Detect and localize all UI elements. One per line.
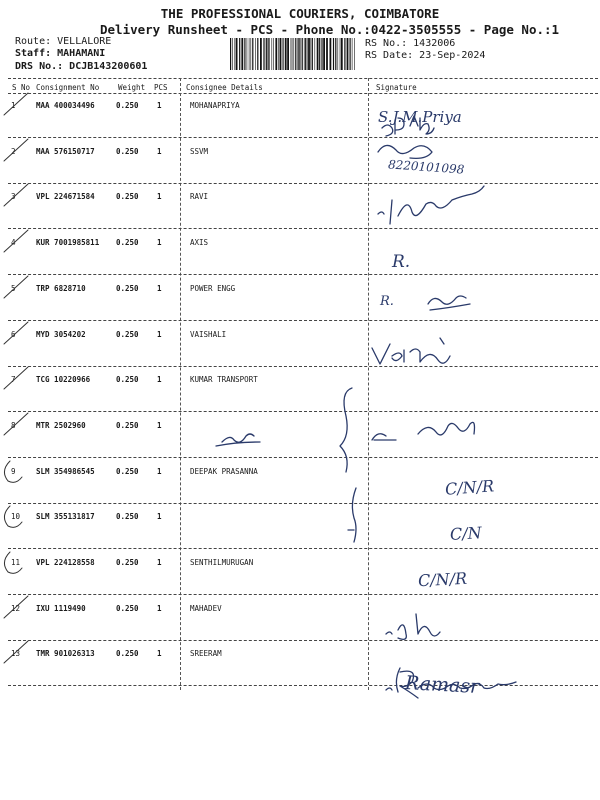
row-separator: [8, 411, 598, 412]
checkmark-icon: [0, 592, 40, 622]
signature-row-5: R.: [380, 294, 394, 309]
row-pieces: 1: [157, 467, 162, 476]
signature-row-2-phone: 8220101098: [387, 157, 465, 177]
row-pieces: 1: [157, 147, 162, 156]
checkmark-icon: [0, 180, 40, 210]
row-weight: 0.250: [116, 101, 139, 110]
signature-row-13: Ramasr: [404, 672, 480, 698]
checkmark-icon: [0, 318, 40, 348]
row-consignment-number: VPL 224671584: [36, 192, 95, 201]
checkmark-icon: [0, 89, 40, 119]
row-serial-number: 9: [11, 467, 16, 476]
checkmark-icon: [0, 409, 40, 439]
row-pieces: 1: [157, 604, 162, 613]
row-separator: [8, 274, 598, 275]
row-pieces: 1: [157, 238, 162, 247]
signature-row-11: C/N/R: [417, 568, 468, 591]
document-title: THE PROFESSIONAL COURIERS, COIMBATORE: [160, 6, 440, 21]
row-consignment-number: IXU 1119490: [36, 604, 86, 613]
row-separator: [8, 685, 598, 686]
col-header-weight: Weight: [118, 83, 146, 92]
row-serial-number: 13: [11, 649, 21, 658]
row-separator: [8, 137, 598, 138]
col-header-consignment: Consignment No: [36, 83, 100, 92]
row-separator: [8, 366, 598, 367]
row-weight: 0.250: [116, 421, 139, 430]
row-pieces: 1: [157, 284, 162, 293]
row-consignee-name: POWER ENGG: [190, 284, 236, 293]
row-consignee-name: RAVI: [190, 192, 209, 201]
row-consignment-number: TRP 6828710: [36, 284, 86, 293]
row-weight: 0.250: [116, 375, 139, 384]
row-serial-number: 1: [11, 101, 16, 110]
barcode-image: [230, 38, 355, 70]
signature-row-9: C/N/R: [444, 476, 495, 499]
row-serial-number: 3: [11, 192, 16, 201]
row-weight: 0.250: [116, 512, 139, 521]
row-consignee-name: MAHADEV: [190, 604, 222, 613]
row-consignee-name: KUMAR TRANSPORT: [190, 375, 258, 384]
row-weight: 0.250: [116, 238, 139, 247]
row-weight: 0.250: [116, 284, 139, 293]
row-weight: 0.250: [116, 467, 139, 476]
col-header-pcs: PCS: [154, 83, 168, 92]
row-separator: [8, 457, 598, 458]
row-separator: [8, 640, 598, 641]
checkmark-icon: [0, 226, 40, 256]
row-serial-number: 10: [11, 512, 21, 521]
row-consignee-name: MOHANAPRIYA: [190, 101, 240, 110]
row-consignment-number: SLM 355131817: [36, 512, 95, 521]
row-pieces: 1: [157, 649, 162, 658]
row-pieces: 1: [157, 101, 162, 110]
row-serial-number: 7: [11, 375, 16, 384]
row-separator: [8, 183, 598, 184]
checkmark-icon: [0, 500, 40, 530]
row-separator: [8, 594, 598, 595]
signature-row-1: S.J.M.Priya: [378, 108, 462, 126]
row-serial-number: 12: [11, 604, 21, 613]
row-consignment-number: MTR 2502960: [36, 421, 86, 430]
row-consignee-name: VAISHALI: [190, 330, 227, 339]
col-header-sno: S No: [12, 83, 31, 92]
row-separator: [8, 548, 598, 549]
row-weight: 0.250: [116, 192, 139, 201]
header-bottom-rule: [8, 93, 598, 94]
checkmark-icon: [0, 637, 40, 667]
route-label: Route: VELLALORE: [15, 36, 112, 47]
checkmark-icon: [0, 455, 40, 485]
row-serial-number: 2: [11, 147, 16, 156]
rs-date: RS Date: 23-Sep-2024: [365, 50, 486, 61]
document-subtitle: Delivery Runsheet - PCS - Phone No.:0422-3505555 - Page No.:1: [100, 22, 560, 37]
row-pieces: 1: [157, 558, 162, 567]
row-consignee-name: DEEPAK PRASANNA: [190, 467, 258, 476]
row-weight: 0.250: [116, 649, 139, 658]
row-consignment-number: MAA 576150717: [36, 147, 95, 156]
row-consignment-number: VPL 224128558: [36, 558, 95, 567]
column-divider-signature: [368, 78, 369, 690]
checkmark-icon: [0, 363, 40, 393]
row-pieces: 1: [157, 375, 162, 384]
row-serial-number: 5: [11, 284, 16, 293]
row-separator: [8, 503, 598, 504]
row-consignment-number: MAA 400034496: [36, 101, 95, 110]
row-pieces: 1: [157, 421, 162, 430]
col-header-signature: Signature: [376, 83, 417, 92]
row-consignee-name: AXIS: [190, 238, 209, 247]
signature-row-10: C/N: [449, 523, 483, 544]
row-consignee-name: SENTHILMURUGAN: [190, 558, 254, 567]
row-consignment-number: KUR 7001985811: [36, 238, 100, 247]
staff-label: Staff: MAHAMANI: [15, 48, 106, 59]
rs-number: RS No.: 1432006: [365, 38, 456, 49]
row-consignee-name: SREERAM: [190, 649, 222, 658]
row-consignment-number: SLM 354986545: [36, 467, 95, 476]
row-consignee-name: SSVM: [190, 147, 209, 156]
drs-number: DRS No.: DCJB143200601: [15, 61, 148, 72]
row-separator: [8, 320, 598, 321]
row-weight: 0.250: [116, 147, 139, 156]
row-pieces: 1: [157, 330, 162, 339]
signature-row-4: R.: [392, 252, 411, 272]
row-weight: 0.250: [116, 330, 139, 339]
row-serial-number: 4: [11, 238, 16, 247]
table-top-rule: [8, 78, 598, 79]
row-serial-number: 11: [11, 558, 21, 567]
row-pieces: 1: [157, 192, 162, 201]
row-pieces: 1: [157, 512, 162, 521]
checkmark-icon: [0, 135, 40, 165]
row-serial-number: 6: [11, 330, 16, 339]
row-weight: 0.250: [116, 604, 139, 613]
row-serial-number: 8: [11, 421, 16, 430]
row-consignment-number: MYD 3054202: [36, 330, 86, 339]
checkmark-icon: [0, 546, 40, 576]
row-consignment-number: TCG 10220966: [36, 375, 91, 384]
checkmark-icon: [0, 272, 40, 302]
row-consignment-number: TMR 901026313: [36, 649, 95, 658]
row-separator: [8, 228, 598, 229]
col-header-consignee: Consignee Details: [186, 83, 263, 92]
row-weight: 0.250: [116, 558, 139, 567]
column-divider-consignee: [180, 78, 181, 690]
